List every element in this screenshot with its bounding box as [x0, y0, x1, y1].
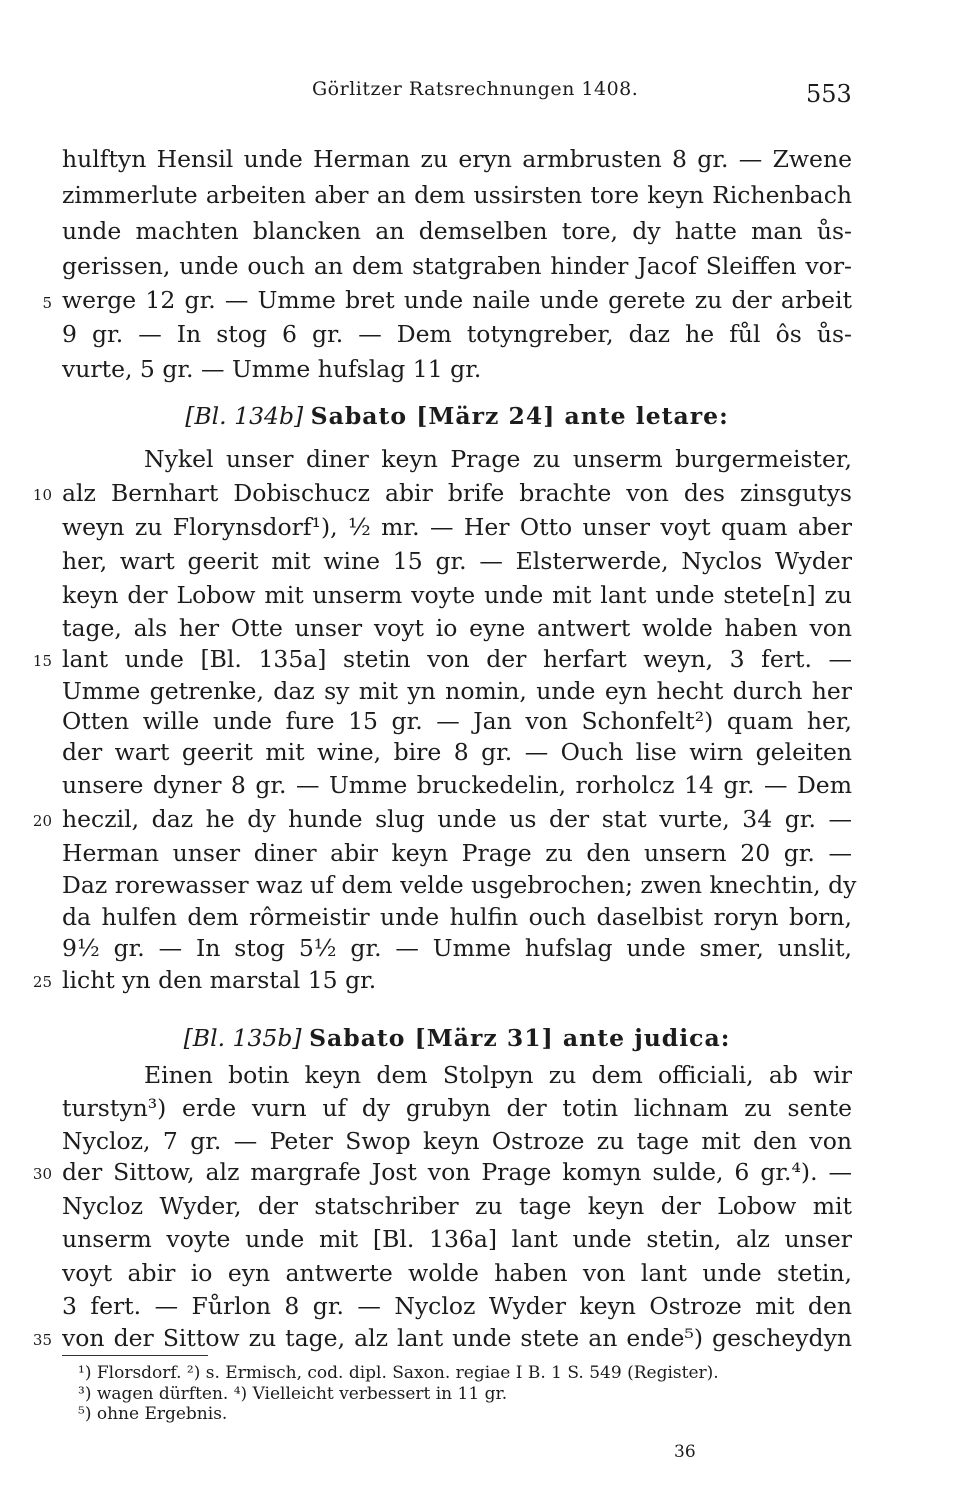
footnote-rule: [62, 1355, 208, 1356]
text-line: gerissen, unde ouch an dem statgraben hinder Jacof Sleiffen vor-: [62, 252, 852, 280]
text-line: her, wart geerit mit wine 15 gr. — Elsterwerde, Nyclos Wyder: [62, 547, 852, 575]
text-line: Umme getrenke, daz sy mit yn nomin, unde eyn hecht durch her: [62, 677, 852, 705]
text-line: Herman unser diner abir keyn Prage zu den unsern 20 gr. —: [62, 839, 852, 867]
line-number: 10: [32, 486, 52, 504]
line-number: 25: [32, 973, 52, 991]
text-line: lant unde [Bl. 135a] stetin von der herfart weyn, 3 fert. —: [62, 645, 852, 673]
line-number: 35: [32, 1331, 52, 1349]
text-line: turstyn³) erde vurn uf dy grubyn der totin lichnam zu sente: [62, 1094, 852, 1122]
page-number: 553: [806, 80, 852, 108]
signature-mark: 36: [674, 1442, 696, 1462]
folio-label: [Bl. 135b]: [183, 1024, 302, 1052]
text-line: keyn der Lobow mit unserm voyte unde mit lant unde stete[n] zu: [62, 581, 852, 609]
text-line: tage, als her Otte unser voyt io eyne antwert wolde haben von: [62, 614, 852, 642]
text-line: zimmerlute arbeiten aber an dem ussirsten tore keyn Richenbach: [62, 181, 852, 209]
text-line: 9 gr. — In stog 6 gr. — Dem totyngreber, daz he fůl ôs ůs-: [62, 320, 852, 348]
text-line: hulftyn Hensil unde Herman zu eryn armbrusten 8 gr. — Zwene: [62, 145, 852, 173]
text-line: 9½ gr. — In stog 5½ gr. — Umme hufslag unde smer, unslit,: [62, 934, 852, 962]
section-heading: [62, 1024, 852, 1052]
section-heading: [62, 402, 852, 430]
running-header: [0, 78, 960, 118]
footnote: ⁵) ohne Ergebnis.: [78, 1404, 228, 1424]
folio-label: [Bl. 134b]: [185, 402, 304, 430]
text-line: unde machten blancken an demselben tore, dy hatte man ůs-: [62, 217, 852, 245]
text-line: von der Sittow zu tage, alz lant unde stete an ende⁵) gescheydyn: [62, 1324, 852, 1352]
text-line: weyn zu Florynsdorf¹), ½ mr. — Her Otto unser voyt quam aber: [62, 513, 852, 541]
running-title: Görlitzer Ratsrechnungen 1408.: [312, 78, 639, 100]
text-line: voyt abir io eyn antwerte wolde haben von lant unde stetin,: [62, 1259, 852, 1287]
footnote: ¹) Florsdorf. ²) s. Ermisch, cod. dipl. Saxon. regiae I B. 1 S. 549 (Register).: [78, 1363, 719, 1383]
line-number: 5: [42, 294, 52, 312]
text-line: licht yn den marstal 15 gr.: [62, 966, 377, 994]
footnote: ³) wagen dürften. ⁴) Vielleicht verbessert in 11 gr.: [78, 1384, 508, 1404]
text-line: 3 fert. — Fůrlon 8 gr. — Nycloz Wyder keyn Ostroze mit den: [62, 1292, 852, 1320]
text-line: Otten wille unde fure 15 gr. — Jan von Schonfelt²) quam her,: [62, 707, 852, 735]
text-line: der Sittow, alz margrafe Jost von Prage komyn sulde, 6 gr.⁴). —: [62, 1158, 852, 1186]
heading-text: Sabato [März 31] ante judica:: [309, 1024, 731, 1052]
line-number: 20: [32, 812, 52, 830]
text-line: heczil, daz he dy hunde slug unde us der stat vurte, 34 gr. —: [62, 805, 852, 833]
text-line: Daz rorewasser waz uf dem velde usgebrochen; zwen knechtin, dy: [62, 871, 857, 899]
text-line: Nycloz Wyder, der statschriber zu tage keyn der Lobow mit: [62, 1192, 852, 1220]
text-line: vurte, 5 gr. — Umme hufslag 11 gr.: [62, 355, 482, 383]
text-line: da hulfen dem rôrmeistir unde hulfin ouch daselbist roryn born,: [62, 903, 852, 931]
heading-text: Sabato [März 24] ante letare:: [310, 402, 729, 430]
text-line: Einen botin keyn dem Stolpyn zu dem officiali, ab wir: [144, 1061, 852, 1089]
text-line: unsere dyner 8 gr. — Umme bruckedelin, rorholcz 14 gr. — Dem: [62, 771, 852, 799]
text-line: Nykel unser diner keyn Prage zu unserm burgermeister,: [144, 445, 852, 473]
text-line: Nycloz, 7 gr. — Peter Swop keyn Ostroze zu tage mit den von: [62, 1127, 852, 1155]
text-line: unserm voyte unde mit [Bl. 136a] lant unde stetin, alz unser: [62, 1225, 852, 1253]
line-number: 30: [32, 1165, 52, 1183]
line-number: 15: [32, 652, 52, 670]
text-line: werge 12 gr. — Umme bret unde naile unde gerete zu der arbeit: [62, 286, 852, 314]
text-line: alz Bernhart Dobischucz abir brife brachte von des zinsgutys: [62, 479, 852, 507]
text-line: der wart geerit mit wine, bire 8 gr. — Ouch lise wirn geleiten: [62, 738, 852, 766]
